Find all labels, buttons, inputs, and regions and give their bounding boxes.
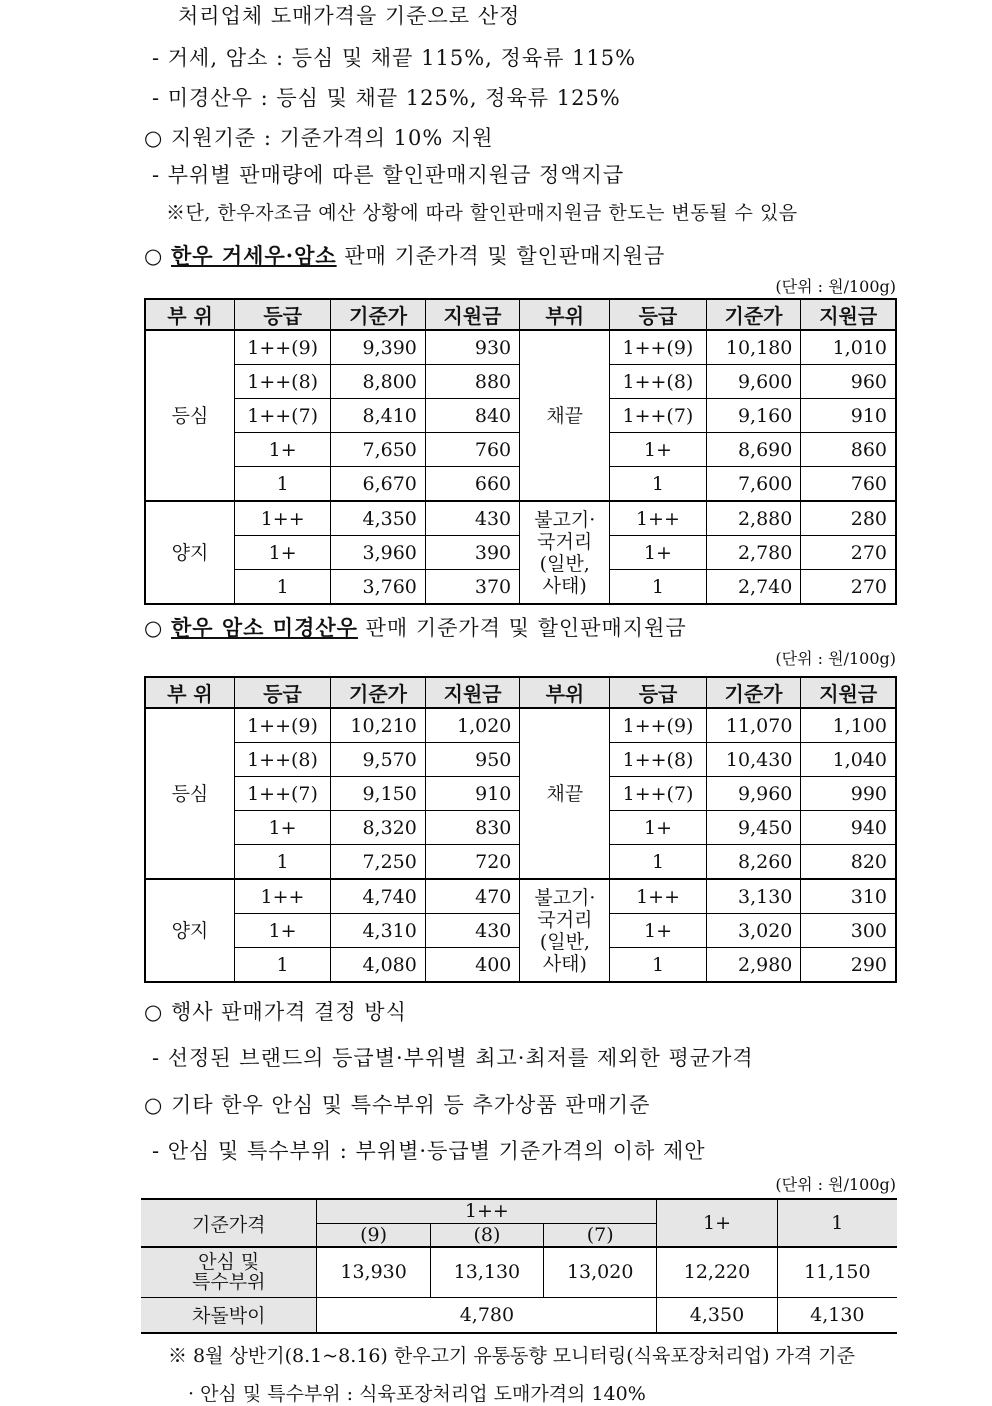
section1-bold: 한우 거세우·암소 (171, 243, 337, 268)
table-row (145, 879, 896, 914)
header-1pp: 1++ (317, 1199, 657, 1223)
base-price-right: 2,780 (706, 536, 801, 570)
support-left: 760 (425, 433, 519, 467)
column-header: 지원금 (801, 299, 896, 330)
grade-left: 1++(8) (234, 743, 330, 777)
header-base-price: 기준가격 (141, 1199, 317, 1247)
grade-left: 1++(9) (235, 330, 331, 365)
column-header: 기준가 (331, 677, 426, 708)
grade-left: 1+ (235, 536, 331, 570)
base-price-right: 8,690 (706, 433, 801, 467)
grade-right: 1++(8) (610, 365, 706, 399)
base-price-right: 11,070 (706, 708, 801, 743)
support-left: 400 (425, 948, 520, 983)
support-left: 830 (425, 811, 520, 845)
support-right: 1,010 (801, 330, 896, 365)
support-left: 1,020 (425, 708, 520, 743)
column-header: 기준가 (331, 299, 426, 330)
grade-right: 1++ (610, 879, 706, 914)
grade-right: 1 (610, 948, 706, 983)
grade-left: 1 (234, 948, 330, 983)
support-right: 280 (801, 501, 896, 536)
section2-bold: 한우 암소 미경산우 (171, 615, 358, 640)
base-price-left: 4,310 (331, 914, 426, 948)
support-right: 940 (801, 811, 896, 845)
section2-rest: 판매 기준가격 및 할인판매지원금 (357, 616, 687, 640)
base-price-left: 4,350 (331, 501, 426, 536)
grade-left: 1 (235, 467, 331, 502)
header-sub-8: (8) (430, 1223, 543, 1247)
support-left: 910 (425, 777, 520, 811)
part-label-right: 불고기· 국거리 (일반, 사태) (520, 501, 610, 604)
outro-line-2: - 선정된 브랜드의 등급별·부위별 최고·최저를 제외한 평균가격 (152, 1046, 754, 1070)
outro-line-3: ○ 기타 한우 안심 및 특수부위 등 추가상품 판매기준 (144, 1093, 651, 1117)
support-right: 910 (801, 399, 896, 433)
support-right: 310 (801, 879, 896, 914)
column-header: 부위 (520, 677, 610, 708)
grade-right: 1++(7) (610, 399, 706, 433)
special-cuts-1p: 12,220 (657, 1247, 777, 1297)
support-right: 990 (801, 777, 896, 811)
brisket-1p: 4,350 (657, 1297, 777, 1333)
column-header: 등급 (610, 299, 706, 330)
support-left: 880 (425, 365, 519, 399)
column-header: 부 위 (145, 299, 235, 330)
support-right: 1,100 (801, 708, 896, 743)
intro-line-6: ※단, 한우자조금 예산 상황에 따라 할인판매지원금 한도는 변동될 수 있음 (166, 202, 798, 224)
special-cuts-8: 13,130 (430, 1247, 543, 1297)
outro-line-1: ○ 행사 판매가격 결정 방식 (144, 1000, 407, 1024)
support-left: 720 (425, 845, 520, 880)
base-price-left: 9,390 (331, 330, 426, 365)
column-header: 기준가 (706, 299, 801, 330)
support-right: 1,040 (801, 743, 896, 777)
header-1: 1 (777, 1199, 897, 1247)
base-price-right: 9,600 (706, 365, 801, 399)
grade-left: 1++(9) (234, 708, 330, 743)
support-right: 270 (801, 536, 896, 570)
support-left: 660 (425, 467, 519, 502)
base-price-right: 9,960 (706, 777, 801, 811)
grade-left: 1+ (235, 433, 331, 467)
column-header: 등급 (234, 677, 330, 708)
grade-left: 1 (235, 570, 331, 605)
grade-left: 1++ (235, 501, 331, 536)
support-right: 860 (801, 433, 896, 467)
outro-line-4: - 안심 및 특수부위 : 부위별·등급별 기준가격의 이하 제안 (152, 1139, 706, 1163)
base-price-left: 3,760 (331, 570, 426, 605)
grade-right: 1++(9) (610, 330, 706, 365)
grade-left: 1++(8) (235, 365, 331, 399)
base-price-right: 8,260 (706, 845, 801, 880)
grade-right: 1+ (610, 536, 706, 570)
base-price-left: 7,650 (331, 433, 426, 467)
base-price-left: 9,570 (331, 743, 426, 777)
special-cuts-table (141, 1198, 897, 1334)
support-left: 390 (425, 536, 519, 570)
base-price-right: 10,180 (706, 330, 801, 365)
support-left: 470 (425, 879, 520, 914)
header-1p: 1+ (657, 1199, 777, 1247)
header-sub-9: (9) (317, 1223, 430, 1247)
support-right: 290 (801, 948, 896, 983)
base-price-left: 6,670 (331, 467, 426, 502)
base-price-left: 8,410 (331, 399, 426, 433)
part-label-left: 양지 (145, 501, 235, 604)
grade-right: 1++(7) (610, 777, 706, 811)
header-sub-7: (7) (544, 1223, 657, 1247)
section1-unit: (단위 : 원/100g) (775, 277, 896, 296)
grade-left: 1+ (234, 811, 330, 845)
base-price-right: 9,450 (706, 811, 801, 845)
part-label-left: 양지 (145, 879, 234, 982)
grade-left: 1+ (234, 914, 330, 948)
section2-unit: (단위 : 원/100g) (775, 649, 896, 668)
support-right: 820 (801, 845, 896, 880)
column-header: 기준가 (706, 677, 801, 708)
special-cuts-9: 13,930 (317, 1247, 430, 1297)
base-price-right: 9,160 (706, 399, 801, 433)
base-price-left: 4,080 (331, 948, 426, 983)
grade-right: 1++ (610, 501, 706, 536)
column-header: 부 위 (145, 677, 234, 708)
table-row (145, 501, 896, 536)
grade-right: 1++(8) (610, 743, 706, 777)
support-left: 430 (425, 501, 519, 536)
column-header: 등급 (235, 299, 331, 330)
special-cuts-1: 11,150 (777, 1247, 897, 1297)
column-header: 등급 (610, 677, 706, 708)
part-label-left: 등심 (145, 330, 235, 501)
support-left: 370 (425, 570, 519, 605)
base-price-left: 9,150 (331, 777, 426, 811)
grade-left: 1++ (234, 879, 330, 914)
grade-right: 1+ (610, 914, 706, 948)
section1-heading (144, 240, 665, 270)
grade-right: 1 (610, 467, 706, 502)
base-price-right: 2,880 (706, 501, 801, 536)
price-table-2 (144, 676, 897, 983)
grade-left: 1++(7) (235, 399, 331, 433)
base-price-left: 7,250 (331, 845, 426, 880)
support-right: 300 (801, 914, 896, 948)
grade-right: 1++(9) (610, 708, 706, 743)
intro-line-2: - 거세, 암소 : 등심 및 채끝 115%, 정육류 115% (152, 46, 637, 70)
grade-right: 1 (610, 570, 706, 605)
brisket-1: 4,130 (777, 1297, 897, 1333)
support-left: 840 (425, 399, 519, 433)
part-label-right: 채끝 (520, 330, 610, 501)
base-price-left: 8,320 (331, 811, 426, 845)
base-price-right: 3,130 (706, 879, 801, 914)
grade-left: 1++(7) (234, 777, 330, 811)
special-cuts-7: 13,020 (544, 1247, 657, 1297)
intro-line-4: ○ 지원기준 : 기준가격의 10% 지원 (144, 126, 494, 150)
base-price-right: 2,980 (706, 948, 801, 983)
grade-right: 1+ (610, 433, 706, 467)
intro-line-1: 처리업체 도매가격을 기준으로 산정 (178, 4, 521, 28)
support-left: 950 (425, 743, 520, 777)
section2-bullet: ○ (144, 616, 164, 640)
section1-rest: 판매 기준가격 및 할인판매지원금 (336, 244, 666, 268)
column-header: 지원금 (425, 677, 520, 708)
intro-line-5: - 부위별 판매량에 따른 할인판매지원금 정액지급 (152, 163, 625, 187)
base-price-left: 3,960 (331, 536, 426, 570)
base-price-right: 2,740 (706, 570, 801, 605)
support-left: 430 (425, 914, 520, 948)
part-label-left: 등심 (145, 708, 234, 879)
base-price-left: 8,800 (331, 365, 426, 399)
support-right: 760 (801, 467, 896, 502)
table-row (145, 330, 896, 365)
base-price-left: 4,740 (331, 879, 426, 914)
price-table-1 (144, 298, 897, 605)
support-right: 270 (801, 570, 896, 605)
base-price-left: 10,210 (331, 708, 426, 743)
column-header: 지원금 (425, 299, 519, 330)
footnote-line-1: ※ 8월 상반기(8.1~8.16) 한우고기 유통동향 모니터링(식육포장처리업) 가격 기준 (168, 1345, 856, 1367)
column-header: 지원금 (801, 677, 896, 708)
part-label-right: 불고기· 국거리 (일반, 사태) (520, 879, 610, 982)
row-brisket-label: 차돌박이 (141, 1297, 317, 1333)
base-price-right: 7,600 (706, 467, 801, 502)
base-price-right: 10,430 (706, 743, 801, 777)
intro-line-3: - 미경산우 : 등심 및 채끝 125%, 정육류 125% (152, 86, 621, 110)
grade-right: 1 (610, 845, 706, 880)
grade-left: 1 (234, 845, 330, 880)
support-right: 960 (801, 365, 896, 399)
part-label-right: 채끝 (520, 708, 610, 879)
base-price-right: 3,020 (706, 914, 801, 948)
table-row (145, 708, 896, 743)
row-special-cuts-label: 안심 및 특수부위 (141, 1247, 317, 1297)
grade-right: 1+ (610, 811, 706, 845)
brisket-1pp: 4,780 (317, 1297, 657, 1333)
support-left: 930 (425, 330, 519, 365)
section2-heading (144, 612, 687, 642)
outro-unit: (단위 : 원/100g) (775, 1175, 896, 1194)
footnote-line-2: · 안심 및 특수부위 : 식육포장처리업 도매가격의 140% (188, 1383, 646, 1405)
column-header: 부위 (520, 299, 610, 330)
section1-bullet: ○ (144, 244, 164, 268)
